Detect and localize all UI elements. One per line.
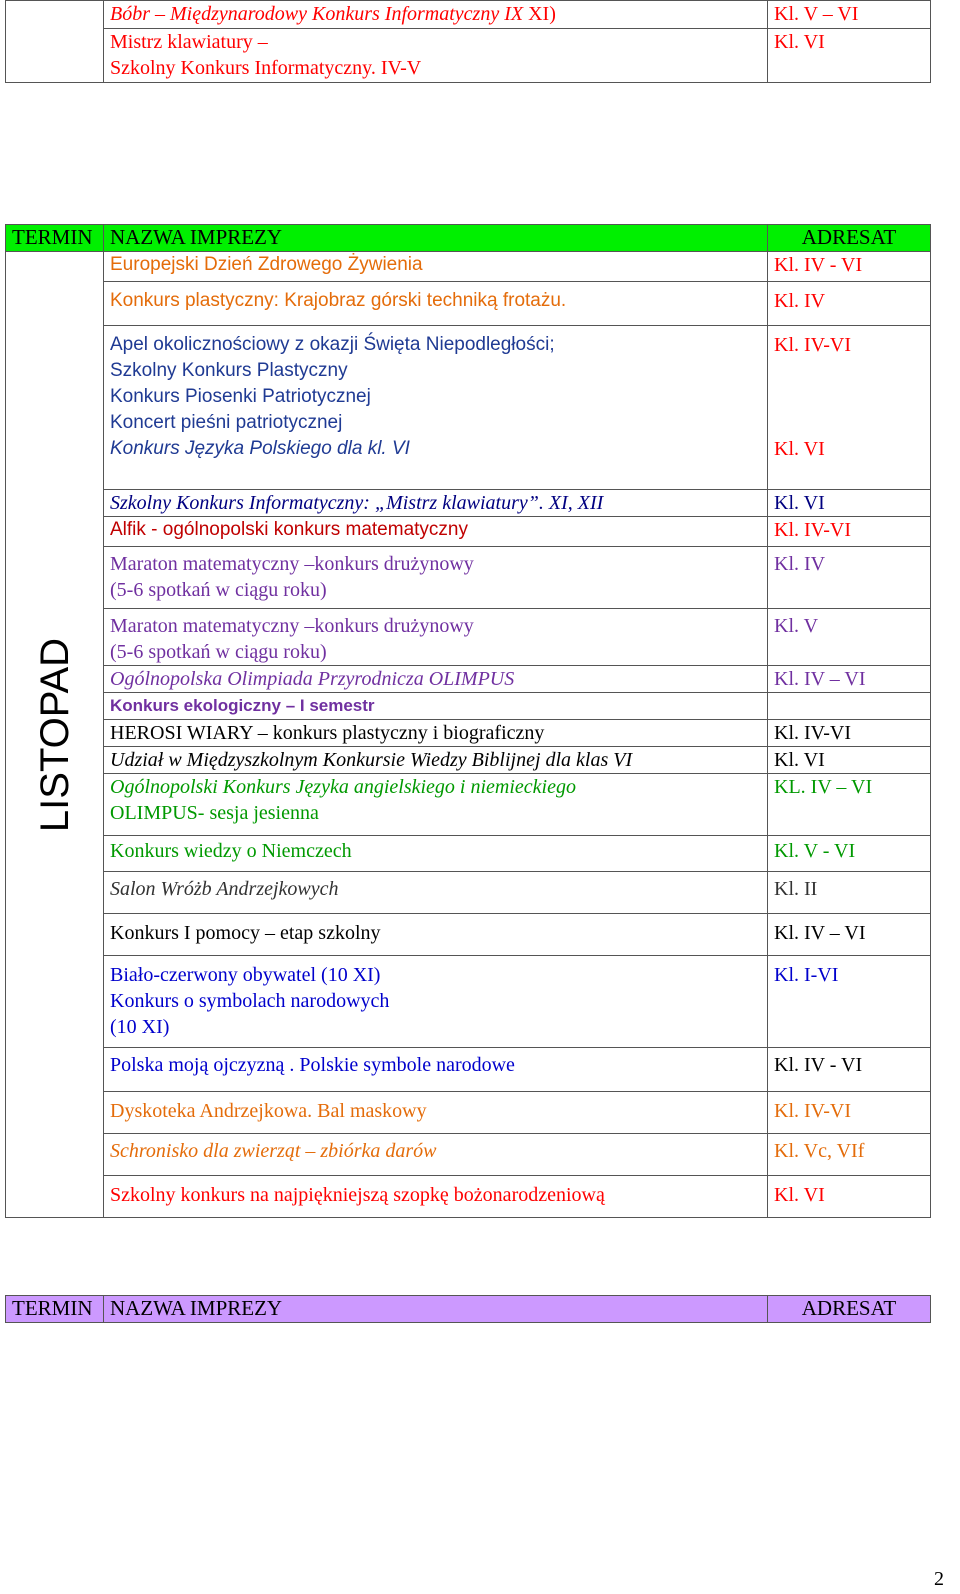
header-term: TERMIN — [6, 225, 104, 252]
event-name: Konkurs ekologiczny – I semestr — [104, 693, 768, 720]
event-line: Maraton matematyczny –konkurs drużynowy — [110, 553, 474, 575]
event-line: Szkolny Konkurs Informatyczny. IV-V — [110, 57, 422, 79]
addressee: Kl. IV – VI — [768, 666, 931, 693]
addressee: Kl. VI — [768, 29, 931, 83]
event-line: Szkolny Konkurs Plastyczny — [110, 360, 348, 381]
event-name: Konkurs plastyczny: Krajobraz górski techniką frotażu. — [104, 282, 768, 326]
event-name: Szkolny Konkurs Informatyczny: „Mistrz klawiatury”. XI, XII — [104, 490, 768, 517]
event-line: Konkurs o symbolach narodowych — [110, 990, 390, 1012]
addressee: Kl. VI — [768, 490, 931, 517]
addressee: Kl. IV — [768, 547, 931, 609]
month-label: LISTOPAD — [32, 637, 77, 832]
addressee: Kl. V — [768, 609, 931, 666]
event-line: (5-6 spotkań w ciągu roku) — [110, 579, 327, 601]
event-name-text: Bóbr – Międzynarodowy Konkurs Informatyczny IX — [110, 3, 524, 25]
addressee: Kl. VI — [768, 1176, 931, 1218]
event-name: HEROSI WIARY – konkurs plastyczny i biograficzny — [104, 720, 768, 747]
event-line: Konkurs Piosenki Patriotycznej — [110, 386, 371, 407]
addressee: Kl. IV-VI — [768, 1092, 931, 1134]
event-name — [104, 956, 768, 1048]
event-name: Konkurs wiedzy o Niemczech — [104, 836, 768, 872]
addressee: Kl. IV - VI — [768, 252, 931, 282]
addressee: Kl. IV - VI — [768, 1048, 931, 1092]
event-line: Apel okolicznościowy z okazji Święta Niepodległości; — [110, 334, 555, 355]
addressee-line: Kl. VI — [774, 438, 825, 460]
header-name: NAZWA IMPREZY — [104, 1296, 768, 1323]
event-name — [104, 609, 768, 666]
event-name: Salon Wróżb Andrzejkowych — [104, 872, 768, 914]
listopad-table — [5, 224, 931, 1218]
event-name — [104, 547, 768, 609]
event-name: Alfik - ogólnopolski konkurs matematyczny — [104, 517, 768, 547]
top-table — [5, 0, 931, 83]
addressee-line: Kl. IV-VI — [774, 334, 852, 356]
next-table — [5, 1295, 931, 1323]
header-name: NAZWA IMPREZY — [104, 225, 768, 252]
event-name: Europejski Dzień Zdrowego Żywienia — [104, 252, 768, 282]
addressee: Kl. IV — [768, 282, 931, 326]
event-name: Polska moją ojczyzną . Polskie symbole narodowe — [104, 1048, 768, 1092]
addressee: Kl. V – VI — [768, 1, 931, 29]
event-line: Ogólnopolski Konkurs Języka angielskiego i niemieckiego — [110, 776, 576, 798]
addressee: Kl. I-VI — [768, 956, 931, 1048]
event-name: Schronisko dla zwierząt – zbiórka darów — [104, 1134, 768, 1176]
header-term: TERMIN — [6, 1296, 104, 1323]
header-addressee: ADRESAT — [768, 1296, 931, 1323]
event-line: Biało-czerwony obywatel (10 XI) — [110, 964, 381, 986]
addressee — [768, 693, 931, 720]
event-name-suffix: XI) — [523, 3, 556, 25]
addressee: Kl. VI — [768, 747, 931, 774]
event-line: OLIMPUS- sesja jesienna — [110, 802, 319, 824]
event-line: Koncert pieśni patriotycznej — [110, 412, 343, 433]
addressee: Kl. V - VI — [768, 836, 931, 872]
addressee: Kl. IV-VI — [768, 517, 931, 547]
event-line: (10 XI) — [110, 1016, 170, 1038]
month-cell — [6, 252, 104, 1218]
term-cell-empty — [6, 1, 104, 83]
event-line: Mistrz klawiatury – — [110, 31, 268, 53]
event-name: Udział w Międzyszkolnym Konkursie Wiedzy Biblijnej dla klas VI — [104, 747, 768, 774]
event-name — [104, 326, 768, 490]
header-addressee: ADRESAT — [768, 225, 931, 252]
event-line: Maraton matematyczny –konkurs drużynowy — [110, 615, 474, 637]
event-name: Szkolny konkurs na najpiękniejszą szopkę bożonarodzeniową — [104, 1176, 768, 1218]
addressee: Kl. IV – VI — [768, 914, 931, 956]
event-name — [104, 774, 768, 836]
event-name — [104, 1, 768, 29]
addressee: Kl. II — [768, 872, 931, 914]
event-name: Ogólnopolska Olimpiada Przyrodnicza OLIMPUS — [104, 666, 768, 693]
page-number: 2 — [934, 1568, 944, 1590]
table-header — [6, 1296, 931, 1323]
addressee — [768, 326, 931, 490]
event-line: (5-6 spotkań w ciągu roku) — [110, 641, 327, 663]
addressee: KL. IV – VI — [768, 774, 931, 836]
addressee: Kl. IV-VI — [768, 720, 931, 747]
event-name: Konkurs I pomocy – etap szkolny — [104, 914, 768, 956]
table-header — [6, 225, 931, 252]
event-name — [104, 29, 768, 83]
addressee: Kl. Vc, VIf — [768, 1134, 931, 1176]
event-line: Konkurs Języka Polskiego dla kl. VI — [110, 438, 410, 459]
event-name: Dyskoteka Andrzejkowa. Bal maskowy — [104, 1092, 768, 1134]
